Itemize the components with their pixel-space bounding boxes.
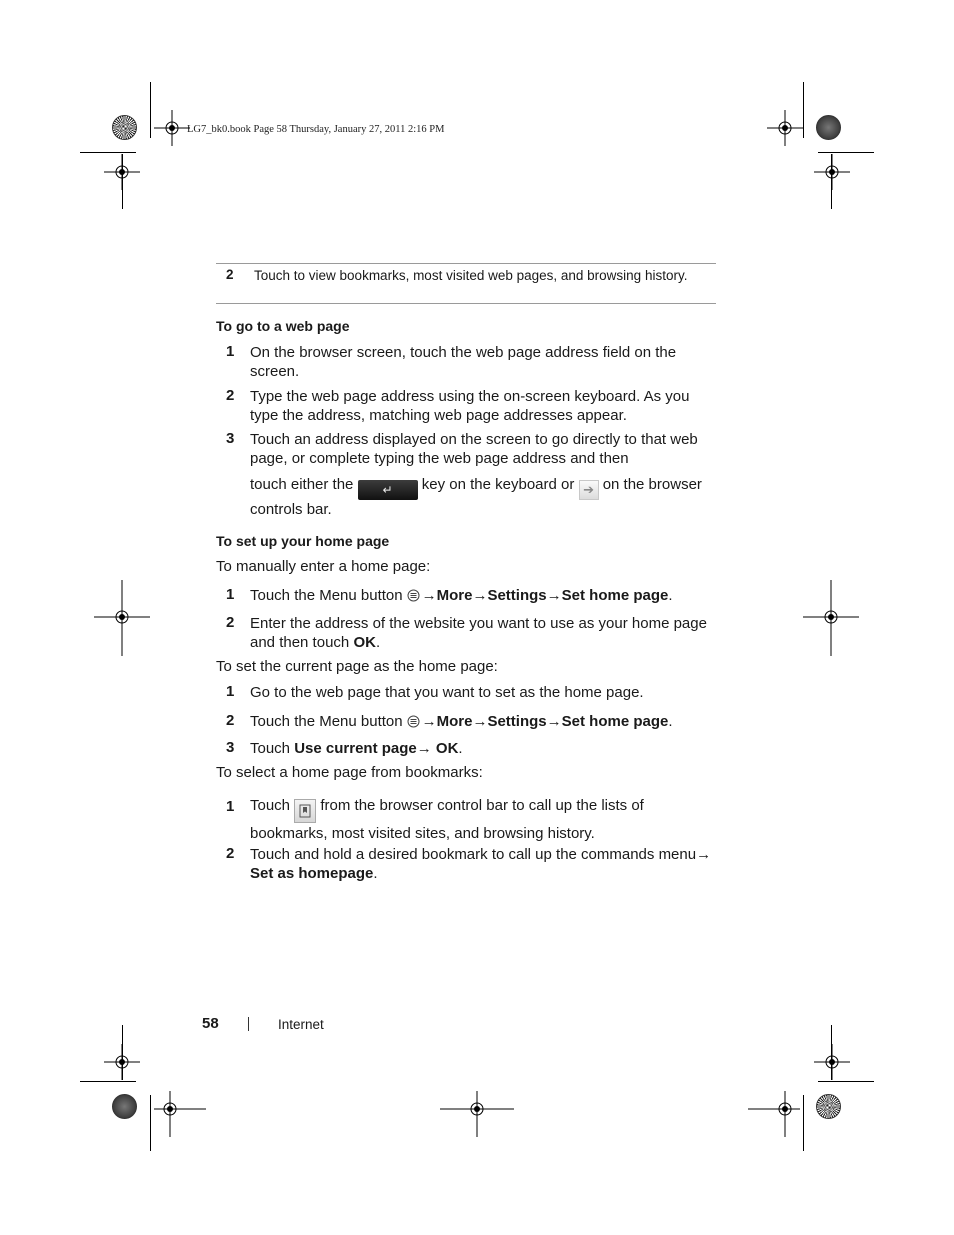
crop-line <box>80 152 136 153</box>
callout-description: Touch to view bookmarks, most visited web pages, and browsing history. <box>254 268 688 283</box>
step-text-mid: key on the keyboard or <box>421 476 575 493</box>
page-number: 58 <box>202 1015 219 1032</box>
menu-path-more: More <box>436 713 473 730</box>
callout-table <box>216 263 716 304</box>
punctuation: . <box>373 865 378 882</box>
step-text-pre: Touch <box>250 740 291 757</box>
step-text-pre: Touch and hold a desired bookmark to call up the commands menu <box>250 846 697 863</box>
step-number: 1 <box>226 586 235 603</box>
step-text: Go to the web page that you want to set as the home page. <box>250 684 644 701</box>
footer-divider <box>248 1017 249 1031</box>
step-continuation <box>250 475 720 520</box>
ok-label: OK <box>435 740 459 757</box>
menu-icon <box>407 589 420 602</box>
crop-line <box>818 152 874 153</box>
step-text-pre: Touch the Menu button <box>250 587 403 604</box>
menu-path-set-home: Set home page <box>561 713 669 730</box>
step-number: 2 <box>226 845 235 862</box>
step-text-post: on the browser controls bar. <box>250 476 702 518</box>
step-number: 3 <box>226 739 235 756</box>
step-number: 1 <box>226 343 235 360</box>
arrow: → <box>472 713 488 730</box>
registration-target <box>767 110 803 146</box>
arrow: → <box>421 713 437 730</box>
intro-bookmarks: To select a home page from bookmarks: <box>216 764 483 781</box>
step-text: Touch an address displayed on the screen to go directly to that web page, or complete typing the web page address and then <box>250 431 698 467</box>
arrow: → <box>421 587 437 604</box>
punctuation: . <box>458 740 463 757</box>
crop-line <box>803 1095 804 1151</box>
print-slug: LG7_bk0.book Page 58 Thursday, January 27, 2011 2:16 PM <box>187 124 445 135</box>
step-text <box>250 739 720 758</box>
crop-line <box>831 154 832 209</box>
crop-line <box>80 1081 136 1082</box>
step-number: 2 <box>226 387 235 404</box>
step-text: On the browser screen, touch the web page address field on the screen. <box>250 344 677 380</box>
arrow: → <box>696 846 712 863</box>
go-arrow-icon: ➔ <box>579 480 599 500</box>
registration-target <box>814 1044 850 1080</box>
step-text-pre: touch either the <box>250 476 354 493</box>
registration-rosette <box>112 1094 137 1119</box>
footer-section-title: Internet <box>278 1017 324 1032</box>
step-text: Type the web page address using the on-screen keyboard. As you type the address, matching web page addresses appear. <box>250 388 690 424</box>
step-number: 2 <box>226 614 235 631</box>
punctuation: . <box>375 634 381 651</box>
step-text <box>250 795 720 845</box>
punctuation: . <box>668 587 673 604</box>
arrow: → <box>546 713 562 730</box>
registration-target <box>154 1091 206 1137</box>
step-text <box>250 712 720 731</box>
ok-label: OK <box>353 634 376 651</box>
punctuation: . <box>668 713 673 730</box>
section-heading-web-page: To go to a web page <box>216 318 350 334</box>
step-text <box>250 586 720 605</box>
intro-manual: To manually enter a home page: <box>216 558 431 575</box>
step-number: 1 <box>226 683 235 700</box>
callout-number: 2 <box>226 267 234 282</box>
crop-line <box>150 82 151 138</box>
arrow: → <box>472 587 488 604</box>
registration-target <box>748 1091 800 1137</box>
step-text-pre: Touch <box>250 797 291 814</box>
intro-current: To set the current page as the home page: <box>216 658 498 675</box>
step-number: 3 <box>226 430 235 447</box>
step-text <box>250 845 720 883</box>
registration-rosette <box>112 115 137 140</box>
registration-target <box>94 580 150 656</box>
step-text-pre: Enter the address of the website you want to use as your home page and then touch <box>250 615 707 651</box>
registration-target <box>803 580 859 656</box>
crop-line <box>122 154 123 209</box>
step-number: 1 <box>226 798 235 815</box>
menu-path-use-current: Use current page <box>294 740 417 757</box>
registration-target <box>440 1091 514 1137</box>
registration-target <box>154 110 190 146</box>
step-text <box>250 614 720 652</box>
arrow: → <box>416 740 432 757</box>
menu-icon <box>407 715 420 728</box>
crop-line <box>803 82 804 138</box>
arrow: → <box>546 587 562 604</box>
step-number: 2 <box>226 712 235 729</box>
menu-path-set-home: Set home page <box>561 587 669 604</box>
menu-path-more: More <box>436 587 473 604</box>
bookmarks-icon <box>294 799 316 823</box>
registration-rosette <box>816 1094 841 1119</box>
menu-path-settings: Settings <box>487 587 547 604</box>
registration-rosette <box>816 115 841 140</box>
step-text-pre: Touch the Menu button <box>250 713 403 730</box>
step-text-post: from the browser control bar to call up the lists of bookmarks, most visited sites, and browsing history. <box>250 797 644 842</box>
crop-line <box>818 1081 874 1082</box>
section-heading-home-page: To set up your home page <box>216 533 390 549</box>
menu-path-settings: Settings <box>487 713 547 730</box>
registration-target <box>814 154 850 190</box>
registration-target <box>104 1044 140 1080</box>
menu-path-set-as-homepage: Set as homepage <box>250 865 374 882</box>
enter-key-icon: ↵ <box>358 480 418 500</box>
crop-line <box>150 1095 151 1151</box>
